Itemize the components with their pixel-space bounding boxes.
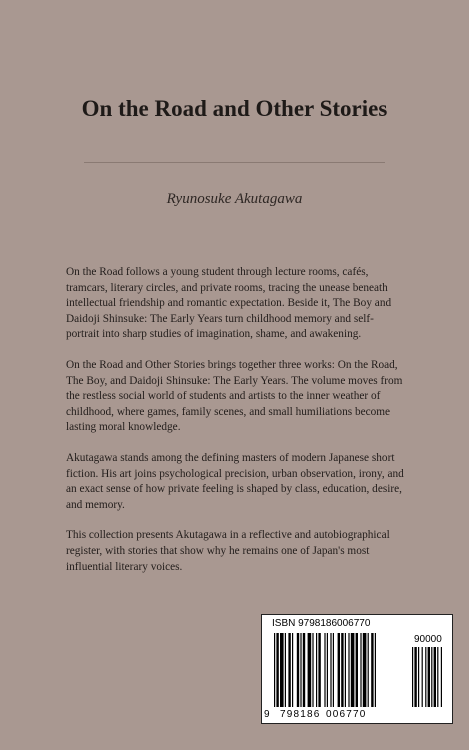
barcode-left-digits: 798186 [280, 709, 321, 720]
barcode-bar [371, 633, 373, 707]
blurb-paragraph: Akutagawa stands among the defining masters of modern Japanese short fiction. His art joins psychological precision, urban observation, irony, and an exact sense of how private feeling is shaped by class, education, desire, and memory. [66, 451, 404, 511]
barcode-addon-bar [418, 647, 419, 707]
isbn-label: ISBN 9798186006770 [272, 618, 371, 629]
blurb-paragraph: On the Road and Other Stories brings together three works: On the Road, The Boy, and Daidoji Shinsuke: The Early Years. The volume moves from the restless social world of students and artists to the inner weather of childhood, where games, family scenes, and small humiliations become lasting moral knowledge. [66, 358, 403, 434]
barcode-bar [276, 633, 278, 707]
barcode-addon-bar [441, 647, 442, 707]
barcode-bar [308, 633, 312, 707]
barcode-bar [338, 633, 340, 707]
barcode-addon-bar [412, 647, 413, 707]
barcode-bar [285, 633, 286, 707]
barcode-bar [368, 633, 369, 707]
barcode-bar [375, 633, 376, 707]
barcode-addon-bar [428, 647, 430, 707]
barcode-addon-bar [414, 647, 416, 707]
barcode-bar [330, 633, 331, 707]
barcode-first-digit: 9 [264, 709, 270, 720]
barcode-bar [303, 633, 305, 707]
barcode-addon-bar [425, 647, 426, 707]
blurb-paragraph: This collection presents Akutagawa in a reflective and autobiographical register, with stories that show why he remains one of Japan's most influential literary voices. [66, 529, 390, 573]
price-code: 90000 [414, 634, 442, 645]
barcode-addon-bar [437, 647, 438, 707]
barcode-bar [363, 633, 367, 707]
barcode-bar [327, 633, 328, 707]
barcode-box [261, 614, 453, 724]
barcode-addon-bar [422, 647, 423, 707]
barcode-bar [280, 633, 284, 707]
barcode-bar [351, 633, 355, 707]
barcode-addon-bar [431, 647, 432, 707]
barcode-bar [341, 633, 343, 707]
blurb-paragraph: On the Road follows a young student through lecture rooms, cafés, tramcars, literary circles, and private rooms, tracing the unease beneath intellectual friendship and romantic expectation. Beside it, The Boy and Daidoji Shinsuke: The Early Years turn childhood memory and self-portrait into sharp studies of imagination, shame, and awakening. [66, 266, 392, 341]
book-title: On the Road and Other Stories [81, 96, 388, 121]
barcode-bar [324, 633, 325, 707]
barcode-bar [348, 633, 349, 707]
barcode-right-digits: 006770 [326, 709, 367, 720]
barcode-bar [292, 633, 293, 707]
barcode-bar [288, 633, 290, 707]
barcode-bar [300, 633, 301, 707]
barcode-bar [312, 633, 313, 707]
barcode-bar [316, 633, 317, 707]
title-divider [84, 162, 385, 163]
barcode-bar [345, 633, 346, 707]
barcode-addon-bar [434, 647, 436, 707]
blurb [66, 265, 406, 590]
barcode-bar [356, 633, 358, 707]
barcode-digits [262, 709, 454, 723]
barcode-bar [333, 633, 334, 707]
barcode-bar [274, 633, 275, 707]
author-name: Ryunosuke Akutagawa [166, 191, 303, 207]
barcode-bar [318, 633, 320, 707]
barcode-bar [360, 633, 361, 707]
barcode-bar [297, 633, 299, 707]
